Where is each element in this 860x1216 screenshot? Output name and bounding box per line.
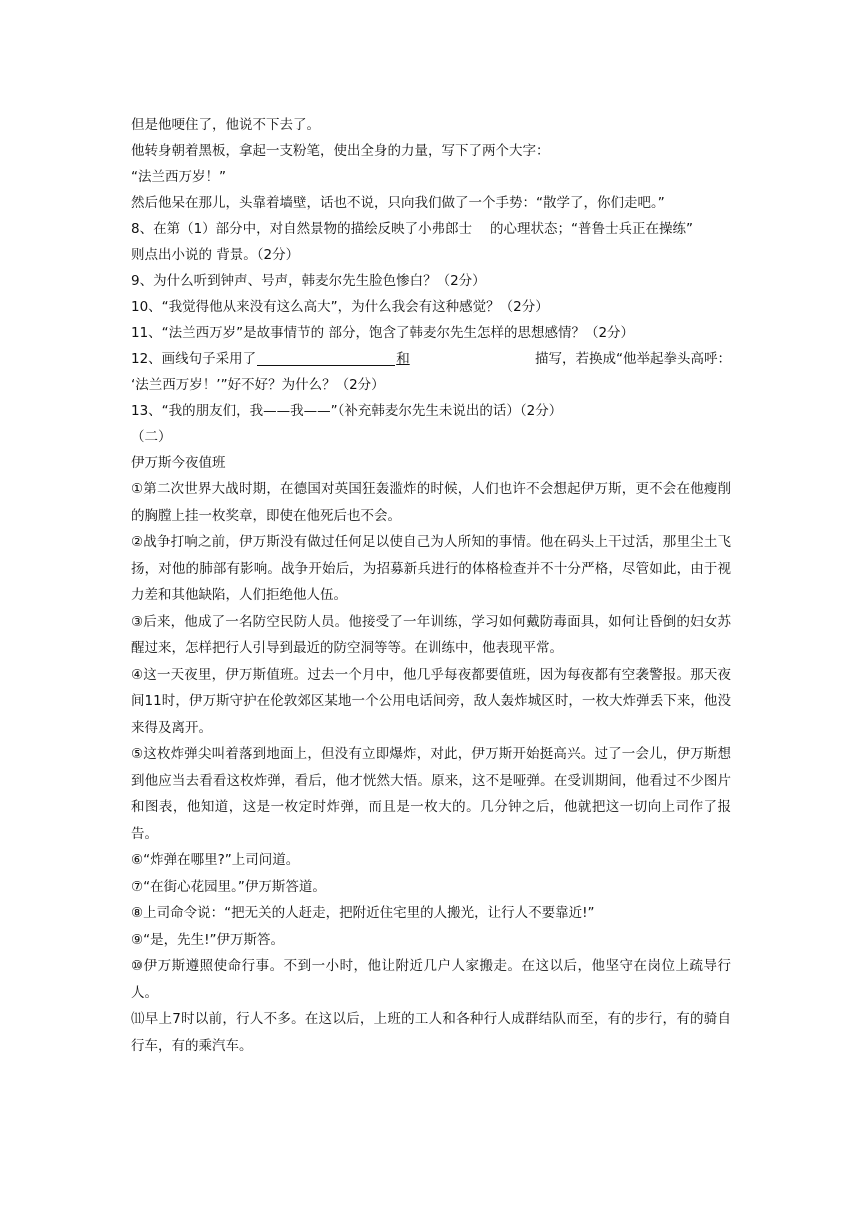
paragraph: ③后来，他成了一名防空民防人员。他接受了一年训练，学习如何戴防毒面具，如何让昏倒的妇女苏醒过来，怎样把行人引导到最近的防空洞等等。在训练中，他表现平常。 bbox=[131, 613, 731, 656]
paragraph: ⑦“在街心花园里。”伊万斯答道。 bbox=[131, 878, 326, 895]
paragraph: ⑩伊万斯遵照使命行事。不到一小时，他让附近几户人家搬走。在这以后，他坚守在岗位上疏导行人。 bbox=[131, 958, 731, 1001]
question-13: 13、“我的朋友们，我——我——”（补充韩麦尔先生未说出的话）（2分） bbox=[131, 403, 563, 419]
document-page bbox=[131, 112, 731, 1059]
text-line: 然后他呆在那儿，头靠着墙壁，话也不说，只向我们做了一个手势：“散学了，你们走吧。” bbox=[131, 195, 665, 211]
question-12-suffix: 描写，若换成“他举起拳头高呼： bbox=[535, 351, 731, 367]
section-label: （二） bbox=[131, 429, 172, 445]
paragraph: ⑤这枚炸弹尖叫着落到地面上，但没有立即爆炸，对此，伊万斯开始挺高兴。过了一会儿，伊万斯想到他应当去看看这枚炸弹，看后，他才恍然大悟。原来，这不是哑弹。在受训期间，他看过不少图片和图表，他知道，这是一枚定时炸弹，而且是一枚大的。几分钟之后，他就把这一切向上司作了报告。 bbox=[131, 746, 731, 842]
question-8-line-1: 8、在第（1）部分中，对自然景物的描绘反映了小弗郎士 的心理状态；“普鲁士兵正在操练” bbox=[131, 221, 693, 237]
question-12-and: 和 bbox=[396, 351, 410, 367]
text-line: “法兰西万岁！” bbox=[131, 169, 226, 185]
paragraph: ④这一天夜里，伊万斯值班。过去一个月中，他几乎每夜都要值班，因为每夜都有空袭警报。那天夜间11时，伊万斯守护在伦敦郊区某地一个公用电话间旁，敌人轰炸城区时，一枚大炸弹丢下来，他没来得及离开。 bbox=[131, 666, 731, 736]
question-11: 11、“法兰西万岁”是故事情节的 部分，饱含了韩麦尔先生怎样的思想感情？（2分） bbox=[131, 325, 635, 341]
question-10: 10、“我觉得他从来没有这么高大”，为什么我会有这种感觉？（2分） bbox=[131, 299, 549, 315]
text-line: 但是他哽住了，他说不下去了。 bbox=[131, 117, 320, 133]
paragraph: ⑧上司命令说：“把无关的人赶走，把附近住宅里的人搬光，让行人不要靠近!” bbox=[131, 905, 595, 921]
paragraph: ①第二次世界大战时期，在德国对英国狂轰滥炸的时候，人们也许不会想起伊万斯，更不会在他瘦削的胸膛上挂一枚奖章，即使在他死后也不会。 bbox=[131, 481, 731, 524]
question-9: 9、为什么听到钟声、号声，韩麦尔先生脸色惨白？（2分） bbox=[131, 273, 486, 289]
story-title: 伊万斯今夜值班 bbox=[131, 455, 226, 471]
question-12-prefix: 12、画线句子采用了 bbox=[131, 351, 257, 367]
question-8-line-2: 则点出小说的 背景。（2分） bbox=[131, 247, 300, 263]
question-12-left bbox=[131, 346, 410, 372]
question-12-line-1 bbox=[131, 346, 731, 372]
paragraph: ②战争打响之前，伊万斯没有做过任何足以使自己为人所知的事情。他在码头上干过活，那里尘土飞扬，对他的肺部有影响。战争开始后，为招募新兵进行的体格检查并不十分严格，尽管如此，由于视力差和其他缺陷，人们拒绝他人伍。 bbox=[131, 534, 731, 603]
paragraph: ⑥“炸弹在哪里?”上司问道。 bbox=[131, 852, 300, 868]
paragraph: ⑨“是，先生!”伊万斯答。 bbox=[131, 931, 285, 948]
paragraph: ⑾早上7时以前，行人不多。在这以后，上班的工人和各种行人成群结队而至，有的步行，有的骑自行车，有的乘汽车。 bbox=[131, 1011, 731, 1054]
text-line: 他转身朝着黑板，拿起一支粉笔，使出全身的力量，写下了两个大字： bbox=[131, 143, 550, 159]
answer-blank bbox=[257, 349, 395, 366]
question-12-line-2: ‘法兰西万岁！’”好不好？为什么？（2分） bbox=[131, 377, 385, 393]
